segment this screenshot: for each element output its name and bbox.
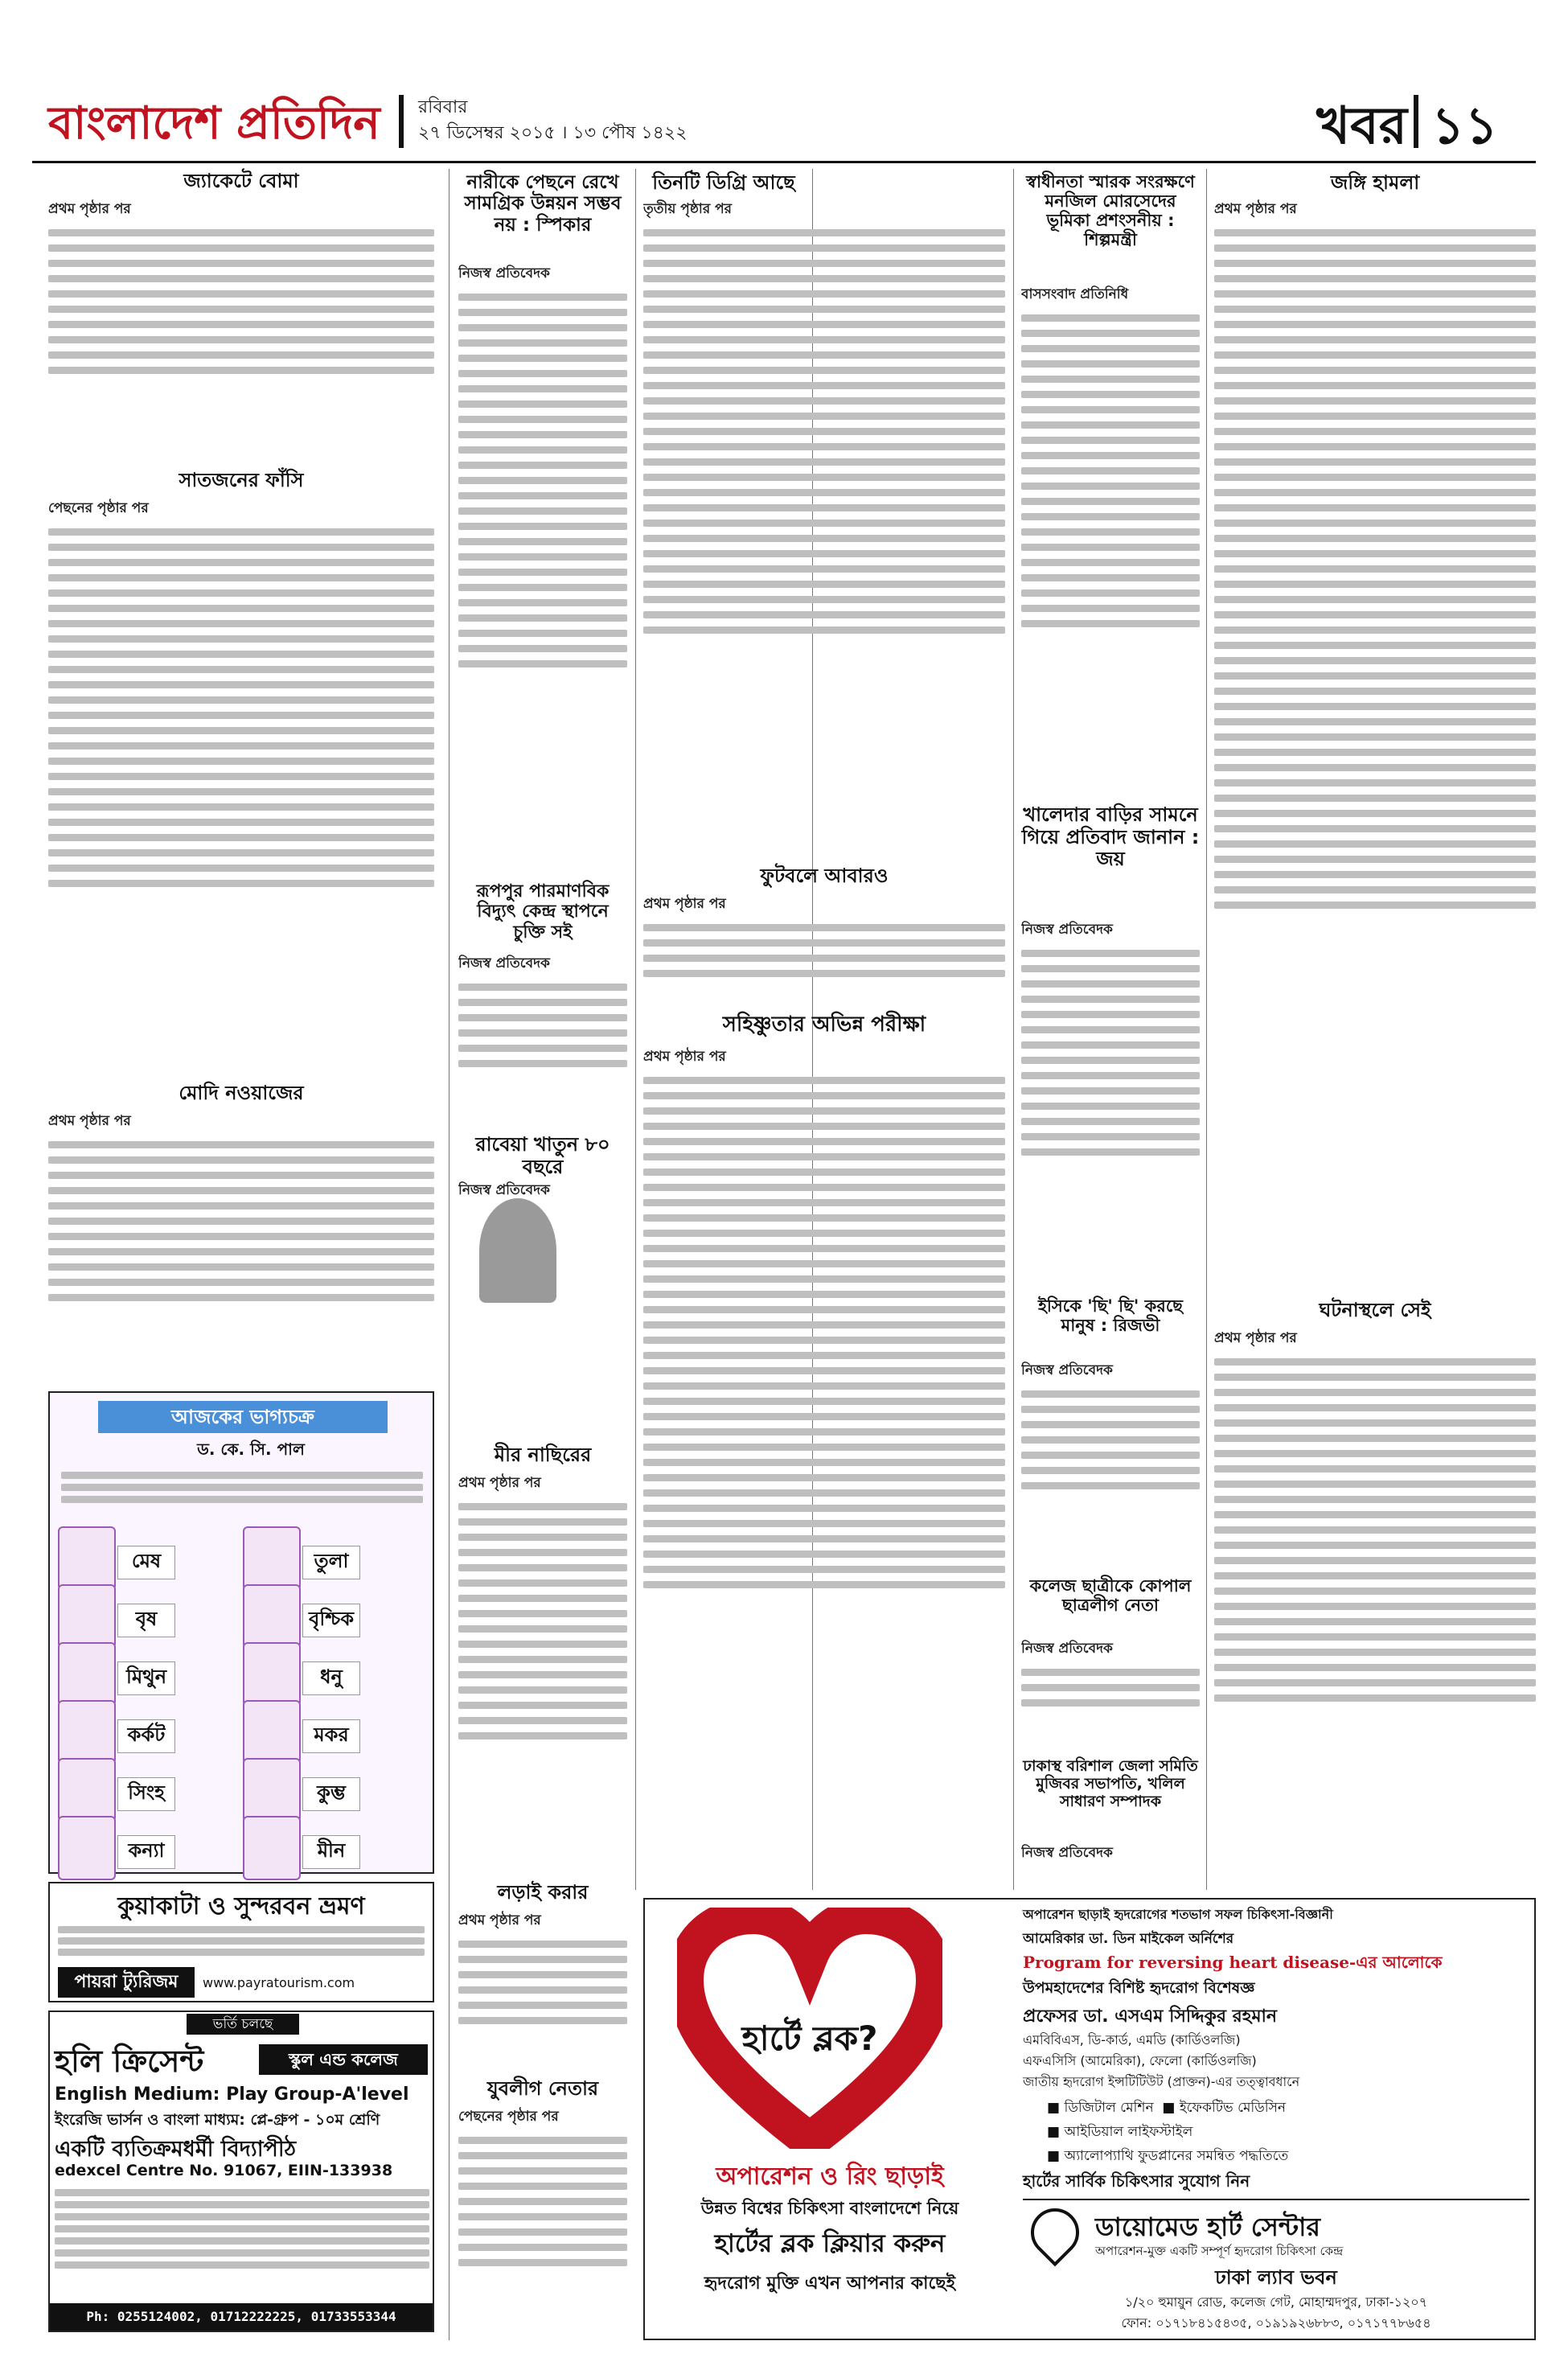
headline-rooppur: রূপপুর পারমাণবিক বিদ্যুৎ কেন্দ্র স্থাপনে চুক্তি সই [476, 881, 610, 943]
article-byline: নিজস্ব প্রতিবেদক [1021, 1362, 1113, 1378]
headline-jacket: জ্যাকেটে বোমা [183, 170, 299, 192]
weekday: রবিবার [418, 97, 468, 117]
horoscope-title: আজকের ভাগ্যচক্র [98, 1401, 388, 1433]
school-ad-label: ভর্তি চলছে [187, 2014, 299, 2035]
section-separator [1414, 95, 1418, 148]
heart-sub4: হৃদরোগ মুক্তি এখন আপনার কাছেই [704, 2273, 956, 2294]
heart-lab: ঢাকা ল্যাব ভবন [1215, 2266, 1337, 2289]
masthead-date [418, 95, 708, 146]
article-lead: প্রথম পৃষ্ঠার পর [458, 1475, 541, 1491]
article-byline: নিজস্ব প্রতিবেদক [1021, 922, 1113, 938]
travel-brand: পায়রা ট্যুরিজম [58, 1967, 195, 1998]
zodiac-label: মিথুন [117, 1661, 175, 1695]
school-line3: একটি ব্যতিক্রমধর্মী বিদ্যাপীঠ [55, 2137, 296, 2162]
school-suffix: স্কুল এন্ড কলেজ [259, 2044, 428, 2075]
article-byline: নিজস্ব প্রতিবেদক [458, 955, 550, 971]
school-line4: edexcel Centre No. 91067, EIIN-133938 [55, 2162, 393, 2179]
article-khaleda-body [1021, 918, 1200, 1288]
column-rule [1206, 169, 1207, 1890]
headline-shohishnuta: সহিষ্ণুতার অভিন্ন পরীক্ষা [722, 1012, 926, 1037]
center-logo-icon [1021, 2199, 1090, 2267]
zodiac-label: কন্যা [117, 1835, 175, 1869]
zodiac-label: কুম্ভ [302, 1777, 360, 1811]
article-byline: নিজস্ব প্রতিবেদক [1021, 1641, 1113, 1657]
headline-shadhinota: স্বাধীনতা স্মারক সংরক্ষণে মনজিল মোরসেদের ভূমিকা প্রশংসনীয় : শিল্পমন্ত্রী [1026, 172, 1195, 250]
fish-icon [243, 1816, 301, 1880]
school-name: হলি ক্রিসেন্ট [55, 2043, 204, 2079]
school-line1: English Medium: Play Group-A'level [55, 2084, 409, 2105]
article-lorai-body [458, 1909, 627, 2070]
zodiac-label: মেষ [117, 1546, 175, 1579]
article-shatjon-body [48, 497, 434, 1076]
article-fuflex-body [643, 893, 1005, 1005]
article-byline: নিজস্ব প্রতিবেদক [458, 1182, 550, 1198]
maiden-icon [58, 1816, 116, 1880]
article-mir-body [458, 1472, 627, 1874]
article-byline: নিজস্ব প্রতিবেদক [458, 265, 550, 281]
article-lead: প্রথম পৃষ্ঠার পর [643, 1049, 726, 1065]
headline-khaleda: খালেদার বাড়ির সামনে গিয়ে প্রতিবাদ জানান : জয় [1021, 803, 1200, 871]
article-jacket-body [48, 198, 434, 463]
bullet-text: আইডিয়াল লাইফস্টাইল [1064, 2124, 1193, 2140]
article-lead: প্রথম পৃষ্ঠার পর [48, 201, 131, 217]
article-jubolig-body [458, 2105, 627, 2339]
date-line: ২৭ ডিসেম্বর ২০১৫ । ১৩ পৌষ ১৪২২ [418, 123, 688, 143]
school-features [55, 2184, 429, 2297]
zodiac-label: মকর [302, 1719, 360, 1753]
article-lead: প্রথম পৃষ্ঠার পর [643, 896, 726, 912]
heart-center: ডায়োমেড হার্ট সেন্টার [1095, 2212, 1320, 2242]
zodiac-label: সিংহ [117, 1777, 175, 1811]
masthead-rule [32, 161, 1536, 163]
column-rule [1013, 169, 1014, 1890]
travel-ad-title: কুয়াকাটা ও সুন্দরবন ভ্রমণ [117, 1892, 365, 1920]
heart-cta: হার্টের সার্বিক চিকিৎসার সুযোগ নিন [1023, 2171, 1250, 2191]
headline-nari: নারীকে পেছনে রেখে সামগ্রিক উন্নয়ন সম্ভব নয় : স্পিকার [464, 172, 622, 236]
travel-url[interactable]: www.payratourism.com [203, 1975, 355, 1990]
headline-ichike: ইসিকে 'ছি' ছি' করছে মানুষ : রিজভী [1037, 1296, 1184, 1336]
heart-center-sub: অপারেশন-মুক্ত একটি সম্পূর্ণ হৃদরোগ চিকিৎসা কেন্দ্র [1095, 2244, 1344, 2258]
headline-shatjon: সাতজনের ফাঁসি [179, 469, 304, 491]
school-ad [48, 2011, 434, 2332]
article-dhaka-barishal-body [1021, 1842, 1200, 1887]
school-phone: Ph: 0255124002, 01712222225, 01733553344 [50, 2303, 433, 2331]
heart-top4: উপমহাদেশের বিশিষ্ট হৃদরোগ বিশেষজ্ঞ [1023, 1979, 1255, 1997]
travel-ad-details [58, 1922, 425, 1962]
heart-ad [643, 1898, 1536, 2340]
article-degree-body [643, 198, 1005, 857]
heart-divider [1023, 2199, 1529, 2200]
article-lead: প্রথম পৃষ্ঠার পর [48, 1113, 131, 1129]
headline-lorai: লড়াই করার [497, 1881, 589, 1904]
heart-sub2: উন্নত বিশ্বের চিকিৎসা বাংলাদেশে নিয়ে [700, 2199, 959, 2218]
heart-bullet: ■ আইডিয়াল লাইফস্টাইল [1047, 2124, 1193, 2140]
bullet-text: ডিজিটাল মেশিন [1064, 2100, 1154, 2116]
headline-jubolig: যুবলীগ নেতার [486, 2077, 599, 2100]
article-ghatonasthol-body [1214, 1327, 1536, 1890]
article-lead: তৃতীয় পৃষ্ঠার পর [643, 201, 733, 217]
horoscope-author: ড. কে. সি. পাল [197, 1440, 305, 1459]
headline-rabeya: রাবেয়া খাতুন ৮০ বছরে [475, 1133, 610, 1178]
article-ichike-body [1021, 1359, 1200, 1568]
article-byline: নিজস্ব প্রতিবেদক [1021, 1845, 1113, 1861]
article-rabeya-body [458, 1179, 627, 1436]
headline-mir: মীর নাছিরের [494, 1444, 592, 1466]
zodiac-label: বৃষ [117, 1604, 175, 1637]
article-modi-body [48, 1110, 434, 1383]
heart-doctor: প্রফেসর ডা. এসএম সিদ্দিকুর রহমান [1023, 2006, 1278, 2027]
article-lead: পেছনের পৃষ্ঠার পর [48, 500, 149, 516]
article-shohishnuta-body [643, 1045, 1005, 1882]
article-college-body [1021, 1637, 1200, 1750]
page-number: ১১ [1431, 97, 1499, 156]
bullet-text: অ্যালোপ্যাথি ফুডপ্লানের সমন্বিত পদ্ধতিতে [1064, 2148, 1289, 2164]
heart-phone: ফোন: ০১৭১৮৪১৫৪৩৫, ০১৯১৯২৬৮৮৩, ০১৭১৭৭৮৬৫৪ [1121, 2315, 1431, 2331]
headline-ghatonasthol: ঘটনাস্থলে সেই [1319, 1299, 1431, 1321]
article-rooppur-body [458, 952, 627, 1126]
bullet-text: ইফেকটিভ মেডিসিন [1179, 2100, 1287, 2116]
heart-cred3: জাতীয় হৃদরোগ ইন্সটিটিউট (প্রাক্তন)-এর তত্ত্বাবধানে [1023, 2074, 1300, 2089]
heart-bullet: ■ ডিজিটাল মেশিন ■ ইফেকটিভ মেডিসিন [1047, 2100, 1287, 2116]
article-byline: বাসসংবাদ প্রতিনিধি [1021, 286, 1129, 302]
heart-sub1: অপারেশন ও রিং ছাড়াই [716, 2162, 944, 2191]
school-line2: ইংরেজি ভার্সন ও বাংলা মাধ্যম: প্লে-গ্রুপ - ১০ম শ্রেণি [55, 2111, 380, 2129]
zodiac-label: তুলা [302, 1546, 360, 1579]
masthead-logo: বাংলাদেশ প্রতিদিন [48, 97, 380, 150]
travel-ad [48, 1882, 434, 2002]
heart-cred2: এফএসিসি (আমেরিকা), ফেলো (কার্ডিওলজি) [1023, 2053, 1257, 2068]
heart-sub3: হার্টের ব্লক ক্লিয়ার করুন [714, 2229, 946, 2258]
masthead-separator [399, 95, 404, 148]
article-lead: প্রথম পৃষ্ঠার পর [458, 1912, 541, 1928]
article-shadhinota-body [1021, 283, 1200, 798]
heart-top3: Program for reversing heart disease-এর আলোকে [1023, 1953, 1443, 1972]
article-nari-body [458, 262, 627, 873]
headline-modi: মোদি নওয়াজের [179, 1082, 304, 1104]
horoscope-box [48, 1391, 434, 1874]
zodiac-label: মীন [302, 1835, 360, 1869]
article-jongi-body [1214, 198, 1536, 1292]
column-rule [635, 169, 636, 1890]
heart-address: ১/২০ হুমায়ুন রোড, কলেজ গেট, মোহাম্মদপুর, ঢাকা-১২০৭ [1124, 2294, 1428, 2310]
heart-top1: অপারেশন ছাড়াই হৃদরোগের শতভাগ সফল চিকিৎসা-বিজ্ঞানী [1023, 1907, 1333, 1922]
headline-degree: তিনটি ডিগ্রি আছে [652, 171, 795, 194]
headline-jongi: জঙ্গি হামলা [1330, 171, 1420, 194]
zodiac-label: ধনু [302, 1661, 360, 1695]
horoscope-intro [61, 1467, 423, 1515]
zodiac-label: কর্কট [117, 1719, 175, 1753]
article-lead: পেছনের পৃষ্ঠার পর [458, 2109, 559, 2125]
headline-dhaka-barishal: ঢাকাস্থ বরিশাল জেলা সমিতি মুজিবর সভাপতি, খলিল সাধারণ সম্পাদক [1023, 1757, 1198, 1810]
section-name: খবর [1316, 97, 1407, 156]
article-lead: প্রথম পৃষ্ঠার পর [1214, 201, 1297, 217]
article-lead: প্রথম পৃষ্ঠার পর [1214, 1330, 1297, 1346]
zodiac-label: বৃশ্চিক [302, 1604, 360, 1637]
heart-bullet: ■ অ্যালোপ্যাথি ফুডপ্লানের সমন্বিত পদ্ধতিতে [1047, 2148, 1289, 2164]
heart-top2: আমেরিকার ডা. ডিন মাইকেল অর্নিশের [1023, 1931, 1234, 1947]
heart-headline: হার্টে ব্লক? [741, 2019, 878, 2058]
headline-college: কলেজ ছাত্রীকে কোপাল ছাত্রলীগ নেতা [1029, 1576, 1192, 1616]
headline-fuflex: ফুটবলে আবারও [760, 865, 889, 887]
heart-cred1: এমবিবিএস, ডি-কার্ড, এমডি (কার্ডিওলজি) [1023, 2032, 1241, 2047]
